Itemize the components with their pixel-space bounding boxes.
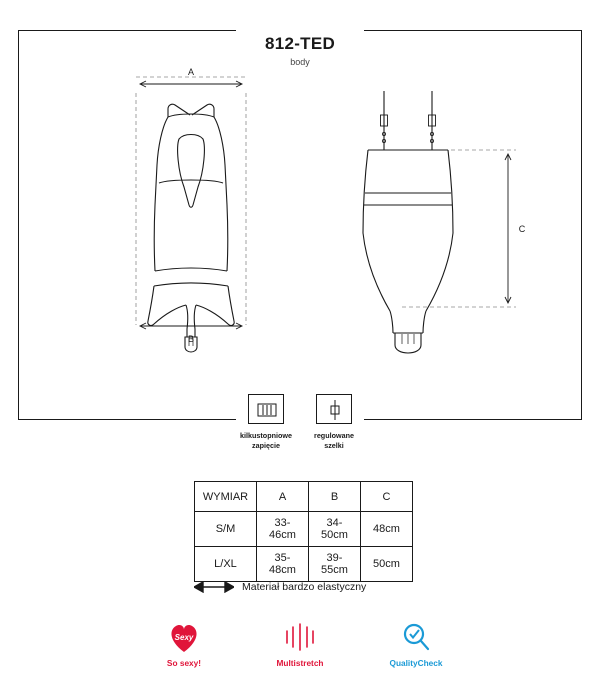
header-b: B <box>309 482 361 512</box>
sexy-heart-icon <box>145 620 223 654</box>
badge-multistretch <box>261 620 339 668</box>
table-row <box>195 547 413 582</box>
header-a: A <box>257 482 309 512</box>
svg-text:Sexy: Sexy <box>174 633 194 642</box>
cell-size: L/XL <box>195 547 257 582</box>
multistretch-icon <box>261 620 339 654</box>
cell-a: 35-48cm <box>257 547 309 582</box>
elastic-note-text: Materiał bardzo elastyczny <box>242 581 367 593</box>
svg-text:C: C <box>518 224 526 234</box>
table-row <box>195 512 413 547</box>
svg-text:B: B <box>187 334 195 344</box>
adjustable-straps-icon <box>316 394 352 424</box>
technical-drawings <box>18 55 582 365</box>
double-arrow-icon <box>194 581 234 593</box>
badge-label: So sexy! <box>166 658 202 668</box>
cell-b: 34-50cm <box>309 512 361 547</box>
svg-text:A: A <box>187 67 195 77</box>
product-subtitle: body <box>290 57 310 67</box>
qualitycheck-icon <box>377 620 455 654</box>
feature-label <box>236 431 296 450</box>
feature-label <box>304 431 364 450</box>
feature-icons <box>236 394 364 450</box>
feature-label-line1: regulowane <box>314 431 354 440</box>
feature-label-line2: szelki <box>324 440 344 450</box>
header-c: C <box>361 482 413 512</box>
drawing-svg <box>18 55 582 365</box>
cell-c: 48cm <box>361 512 413 547</box>
cell-c: 50cm <box>361 547 413 582</box>
feature-snap-closure <box>236 394 296 450</box>
badge-label: QualityCheck <box>389 658 443 668</box>
feature-label-line1: kilkustopniowe <box>240 431 292 440</box>
size-table <box>194 481 413 582</box>
product-title: 812-TED <box>264 34 336 53</box>
badge-qualitycheck <box>377 620 455 668</box>
cell-b: 39-55cm <box>309 547 361 582</box>
snap-closure-icon <box>248 394 284 424</box>
badge-label: Multistretch <box>276 658 324 668</box>
cell-size: S/M <box>195 512 257 547</box>
elastic-note <box>194 581 366 593</box>
header-wymiar: WYMIAR <box>195 482 257 512</box>
badges <box>0 620 600 668</box>
badge-so-sexy <box>145 620 223 668</box>
cell-a: 33-46cm <box>257 512 309 547</box>
table-header-row <box>195 482 413 512</box>
feature-label-line2: zapięcie <box>252 440 280 450</box>
feature-adjustable-straps <box>304 394 364 450</box>
